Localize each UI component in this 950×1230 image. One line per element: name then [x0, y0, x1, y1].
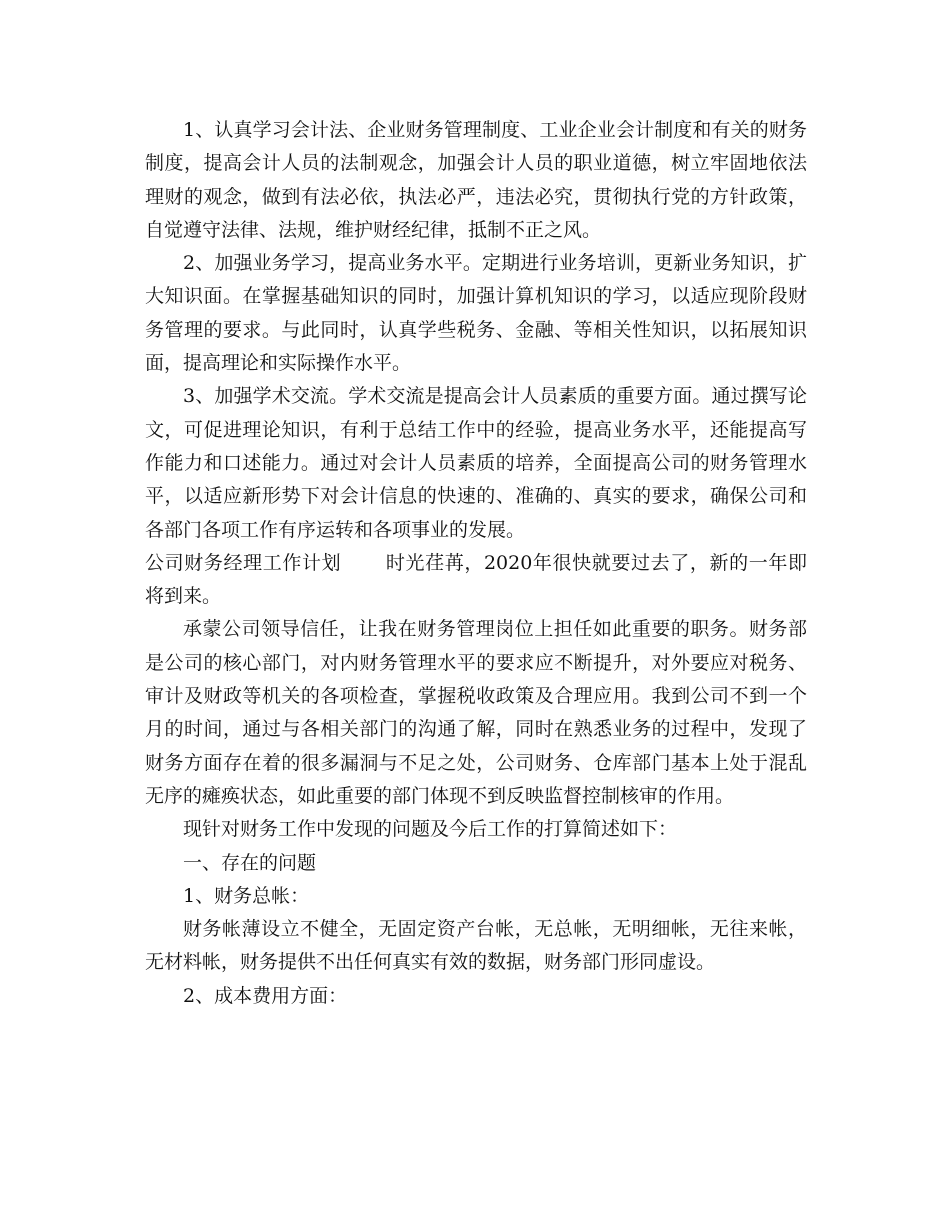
paragraph-ledger-problems: 财务帐薄设立不健全，无固定资产台帐，无总帐，无明细帐，无往来帐，无材料帐，财务提供不出任何真实有效的数据，财务部门形同虚设。 [145, 918, 807, 974]
heading-cost-expenses: 2、成本费用方面： [183, 984, 348, 1007]
paragraph-academic-exchange: 3、加强学术交流。学术交流是提高会计人员素质的重要方面。通过撰写论文，可促进理论知识，有利于总结工作中的经验，提高业务水平，还能提高写作能力和口述能力。通过对会计人员素质的培养，全面提高公司的财务管理水平，以适应新形势下对会计信息的快速的、准确的、真实的要求，确保公司和各部门各项工作有序运转和各项事业的发展。 [145, 385, 807, 541]
paragraph-study-accounting-law: 1、认真学习会计法、企业财务管理制度、工业企业会计制度和有关的财务制度，提高会计人员的法制观念，加强会计人员的职业道德，树立牢固地依法理财的观念，做到有法必依，执法必严，违法必究，贯彻执行党的方针政策，自觉遵守法律、法规，维护财经纪律，抵制不正之风。 [145, 119, 807, 241]
paragraph-leadership-trust: 承蒙公司领导信任，让我在财务管理岗位上担任如此重要的职务。财务部是公司的核心部门，对内财务管理水平的要求应不断提升，对外要应对税务、审计及财政等机关的各项检查，掌握税收政策及合理应用。我到公司不到一个月的时间，通过与各相关部门的沟通了解，同时在熟悉业务的过程中，发现了财务方面存在着的很多漏洞与不足之处，公司财务、仓库部门基本上处于混乱无序的瘫痪状态，如此重要的部门体现不到反映监督控制核审的作用。 [145, 618, 807, 807]
document-body [145, 114, 807, 1013]
heading-general-ledger: 1、财务总帐： [183, 884, 310, 907]
section-heading-line [145, 547, 807, 614]
paragraph-business-learning: 2、加强业务学习，提高业务水平。定期进行业务培训，更新业务知识，扩大知识面。在掌握基础知识的同时，加强计算机知识的学习，以适应现阶段财务管理的要求。与此同时，认真学些税务、金融、等相关性知识，以拓展知识面，提高理论和实际操作水平。 [145, 252, 807, 375]
section-title: 公司财务经理工作计划 [145, 551, 342, 574]
heading-existing-problems: 一、存在的问题 [183, 851, 317, 874]
section-intro: 时光荏苒，2020年很快就要过去了，新的一年即将到来。 [145, 551, 807, 608]
paragraph-summary-intro: 现针对财务工作中发现的问题及今后工作的打算简述如下： [183, 818, 678, 841]
